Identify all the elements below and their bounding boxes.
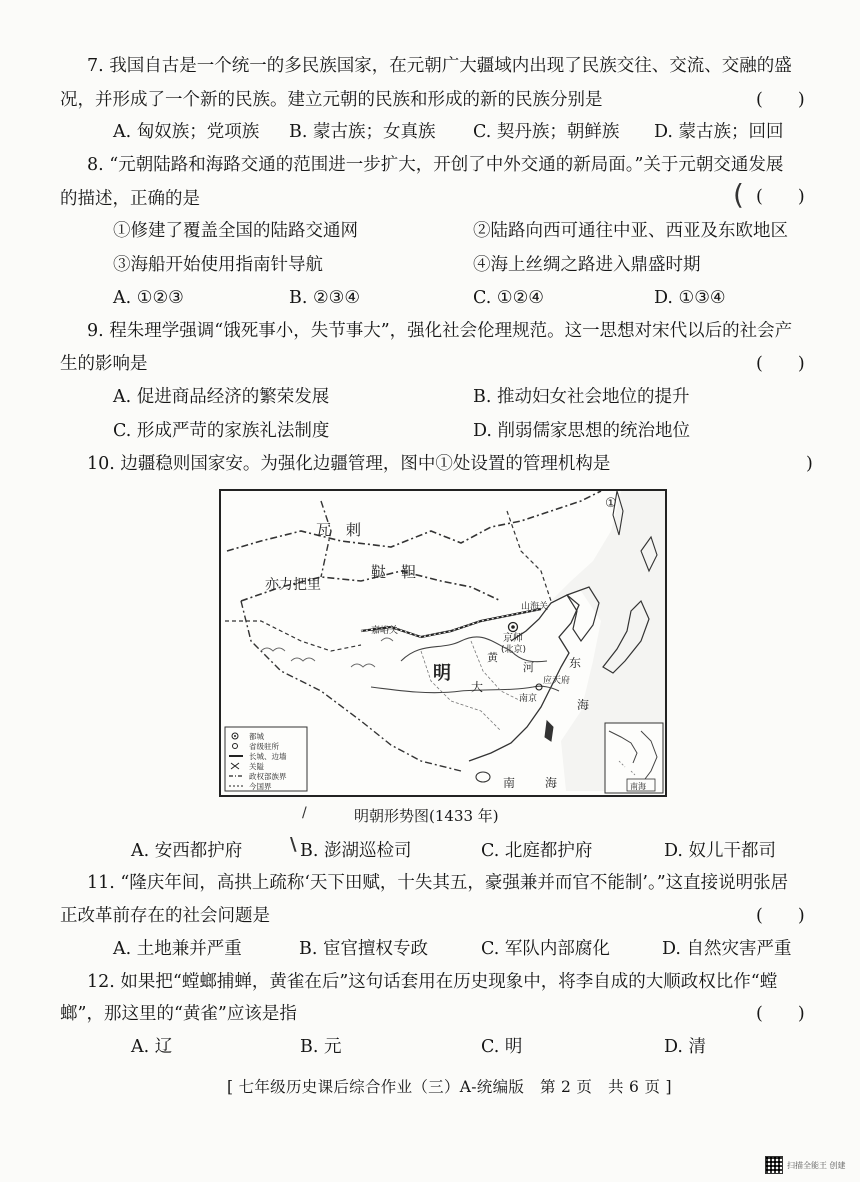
south-china-sea-inset bbox=[605, 723, 663, 793]
q9-option-a[interactable]: A. 促进商品经济的繁荣发展 bbox=[113, 387, 330, 407]
q11-option-b[interactable]: B. 宦官擅权专政 bbox=[299, 939, 428, 959]
legend-pass: 关隘 bbox=[249, 762, 264, 771]
legend-modern-boundary: 今国界 bbox=[249, 782, 272, 791]
q12-option-a[interactable]: A. 辽 bbox=[131, 1037, 173, 1057]
q8-stem-line2: 的描述，正确的是 bbox=[60, 189, 200, 209]
map-label-he: 河 bbox=[523, 661, 534, 674]
map-label-wala: 瓦 剌 bbox=[316, 521, 362, 539]
yangtze-river bbox=[371, 686, 559, 692]
page-footer: [ 七年级历史课后综合作业（三）A-统编版 第 2 页 共 6 页 ] bbox=[227, 1078, 672, 1096]
scanner-watermark bbox=[765, 1156, 846, 1174]
ming-map-svg bbox=[221, 491, 665, 795]
q10-stem: 10. 边疆稳则国家安。为强化边疆管理，图中①处设置的管理机构是 bbox=[87, 454, 611, 474]
q11-stem-line2: 正改革前存在的社会问题是 bbox=[60, 906, 270, 926]
scanner-watermark-text: 扫描全能王 创建 bbox=[787, 1160, 846, 1170]
q8-statement-3: ③海船开始使用指南针导航 bbox=[113, 255, 323, 275]
legend-regime-boundary: 政权部族界 bbox=[249, 772, 287, 781]
q11-option-a[interactable]: A. 土地兼并严重 bbox=[113, 939, 242, 959]
q12-answer-paren[interactable]: ( ) bbox=[756, 1004, 805, 1024]
q7-option-d[interactable]: D. 蒙古族；回回 bbox=[654, 122, 784, 142]
q9-option-b[interactable]: B. 推动妇女社会地位的提升 bbox=[473, 387, 690, 407]
q12-stem-line2: 螂”，那这里的“黄雀”应该是指 bbox=[60, 1004, 297, 1024]
q11-option-d[interactable]: D. 自然灾害严重 bbox=[662, 939, 792, 959]
q12-option-c[interactable]: C. 明 bbox=[481, 1037, 523, 1057]
pencil-tick: / bbox=[302, 805, 307, 821]
q7-stem-line1: 7. 我国自古是一个统一的多民族国家，在元朝广大疆域内出现了民族交往、交流、交融的盛 bbox=[87, 56, 792, 76]
legend-capital: 都城 bbox=[249, 732, 264, 741]
q9-answer-paren[interactable]: ( ) bbox=[756, 354, 805, 374]
handwritten-check: \ bbox=[290, 834, 297, 855]
handwritten-mark: ( bbox=[733, 178, 744, 211]
q8-option-d[interactable]: D. ①③④ bbox=[654, 288, 726, 308]
boundary-line bbox=[227, 491, 601, 551]
q12-option-b[interactable]: B. 元 bbox=[300, 1037, 342, 1057]
map-label-tatar: 鞑 靼 bbox=[371, 563, 417, 581]
map-label-da: 大 bbox=[471, 680, 484, 694]
map-marker-1: ① bbox=[605, 496, 617, 511]
q8-option-a[interactable]: A. ①②③ bbox=[113, 288, 184, 308]
q9-stem-line2: 生的影响是 bbox=[60, 354, 148, 374]
q9-option-d[interactable]: D. 削弱儒家思想的统治地位 bbox=[473, 421, 691, 441]
map-label-chagatai: 亦力把里 bbox=[265, 577, 321, 593]
q7-option-c[interactable]: C. 契丹族；朝鲜族 bbox=[473, 122, 620, 142]
q8-option-c[interactable]: C. ①②④ bbox=[473, 288, 544, 308]
map-label-nanjing: 南京 bbox=[519, 694, 538, 704]
map-caption: 明朝形势图(1433 年) bbox=[354, 807, 499, 825]
q7-option-b[interactable]: B. 蒙古族；女真族 bbox=[289, 122, 436, 142]
q11-option-c[interactable]: C. 军队内部腐化 bbox=[481, 939, 610, 959]
q12-option-d[interactable]: D. 清 bbox=[664, 1037, 707, 1057]
map-label-capital: 京师 bbox=[503, 633, 523, 644]
map-label-ming: 明 bbox=[433, 663, 451, 684]
q8-statement-4: ④海上丝绸之路进入鼎盛时期 bbox=[473, 255, 701, 275]
map-label-sea-south: 海 bbox=[545, 776, 558, 790]
q8-answer-paren[interactable]: ( ) bbox=[756, 187, 805, 207]
map-legend bbox=[225, 727, 307, 791]
q7-answer-paren[interactable]: ( ) bbox=[756, 90, 805, 110]
legend-provincial-seat: 省级驻所 bbox=[249, 742, 279, 751]
q11-stem-line1: 11. “隆庆年间，高拱上疏称‘天下田赋，十失其五，豪强兼并而官不能制’。”这直接说明张居 bbox=[87, 873, 789, 893]
map-label-jiayuguan: 嘉峪关 bbox=[371, 626, 399, 636]
q9-stem-line1: 9. 程朱理学强调“饿死事小，失节事大”，强化社会伦理规范。这一思想对宋代以后的社会产 bbox=[87, 321, 793, 341]
inset-label-nanhai: 南海 bbox=[630, 782, 646, 791]
q10-option-d[interactable]: D. 奴儿干都司 bbox=[664, 841, 777, 861]
legend-great-wall: 长城、边墙 bbox=[249, 752, 287, 761]
map-label-hai: 海 bbox=[577, 698, 590, 712]
q8-stem-line1: 8. “元朝陆路和海路交通的范围进一步扩大，开创了中外交通的新局面。”关于元朝交通发展 bbox=[87, 155, 784, 175]
ming-map bbox=[219, 489, 667, 797]
q11-answer-paren[interactable]: ( ) bbox=[756, 906, 805, 926]
q10-answer-paren[interactable]: ) bbox=[806, 454, 813, 474]
map-label-nan: 南 bbox=[503, 776, 516, 790]
q9-option-c[interactable]: C. 形成严苛的家族礼法制度 bbox=[113, 421, 330, 441]
q8-statement-2: ②陆路向西可通往中亚、西亚及东欧地区 bbox=[473, 221, 788, 241]
map-label-huang: 黄 bbox=[487, 651, 498, 664]
q10-option-a[interactable]: A. 安西都护府 bbox=[131, 841, 243, 861]
q7-option-a[interactable]: A. 匈奴族；党项族 bbox=[113, 122, 260, 142]
q10-option-b[interactable]: B. 澎湖巡检司 bbox=[300, 841, 412, 861]
q12-stem-line1: 12. 如果把“螳螂捕蝉，黄雀在后”这句话套用在历史现象中，将李自成的大顺政权比作“螳 bbox=[87, 972, 778, 992]
q7-stem-line2: 况，并形成了一个新的民族。建立元朝的民族和形成的新的民族分别是 bbox=[60, 90, 603, 110]
q8-option-b[interactable]: B. ②③④ bbox=[289, 288, 361, 308]
qr-code-icon bbox=[765, 1156, 783, 1174]
map-label-shanhaiguan: 山海关 bbox=[521, 602, 549, 612]
map-label-yingtian: 应天府 bbox=[543, 676, 571, 686]
map-label-beijing: (北京) bbox=[501, 645, 527, 655]
map-label-dong: 东 bbox=[569, 656, 582, 670]
q10-option-c[interactable]: C. 北庭都护府 bbox=[481, 841, 593, 861]
q8-statement-1: ①修建了覆盖全国的陆路交通网 bbox=[113, 221, 358, 241]
